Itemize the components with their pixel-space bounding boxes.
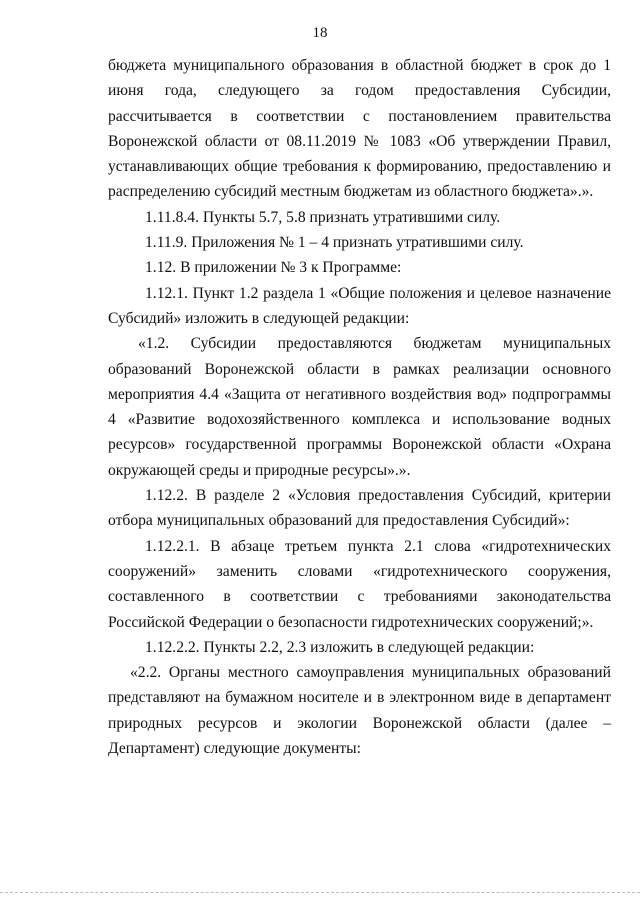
paragraph-1-12-2: 1.12.2. В разделе 2 «Условия предоставления Субсидий, критерии отбора муниципальных образований для предоставления Субсидий»:: [108, 487, 611, 530]
bottom-edge-line: [0, 892, 640, 893]
paragraph-quote-1-2: «1.2. Субсидии предоставляются бюджетам муниципальных образований Воронежской области в рамках реализации основного мероприятия 4.4 «Защита от негативного воздействия вод» подпрограммы 4 «Развитие водохозяйственного комплекса и использование водных ресурсов» государственной программы Воронежской области «Охрана окружающей среды и природные ресурсы».».: [108, 335, 611, 479]
paragraph-1-12-2-2: 1.12.2.2. Пункты 2.2, 2.3 изложить в следующей редакции:: [145, 638, 535, 656]
paragraph-1-12-2-1: 1.12.2.1. В абзаце третьем пункта 2.1 слова «гидротехнических сооружений» заменить словами «гидротехнического сооружения, составленного в соответствии с требованиями законодательства Российской Федерации о безопасности гидротехнических сооружений;».: [108, 537, 611, 631]
paragraph-1-11-9: 1.11.9. Приложения № 1 – 4 признать утратившими силу.: [145, 234, 524, 252]
paragraph-quote-2-2: «2.2. Органы местного самоуправления муниципальных образований представляют на бумажном носителе и в электронном виде в департамент природных ресурсов и экологии Воронежской области (далее – Департамент) следующие документы:: [108, 664, 611, 758]
document-body: [108, 53, 611, 761]
paragraph-1-12-1: 1.12.1. Пункт 1.2 раздела 1 «Общие положения и целевое назначение Субсидий» изложить в следующей редакции:: [108, 284, 611, 327]
paragraph-continuation: бюджета муниципального образования в областной бюджет в срок до 1 июня года, следующего за годом предоставления Субсидии, рассчитывается в соответствии с постановлением правительства Воронежской области от 08.11.2019 № 1083 «Об утверждении Правил, устанавливающих общие требования к формированию, предоставлению и распределению субсидий местным бюджетам из областного бюджета».».: [108, 57, 611, 201]
paragraph-1-12: 1.12. В приложении № 3 к Программе:: [145, 259, 402, 277]
page-number: 18: [312, 25, 328, 41]
paragraph-1-11-8-4: 1.11.8.4. Пункты 5.7, 5.8 признать утратившими силу.: [145, 208, 501, 226]
